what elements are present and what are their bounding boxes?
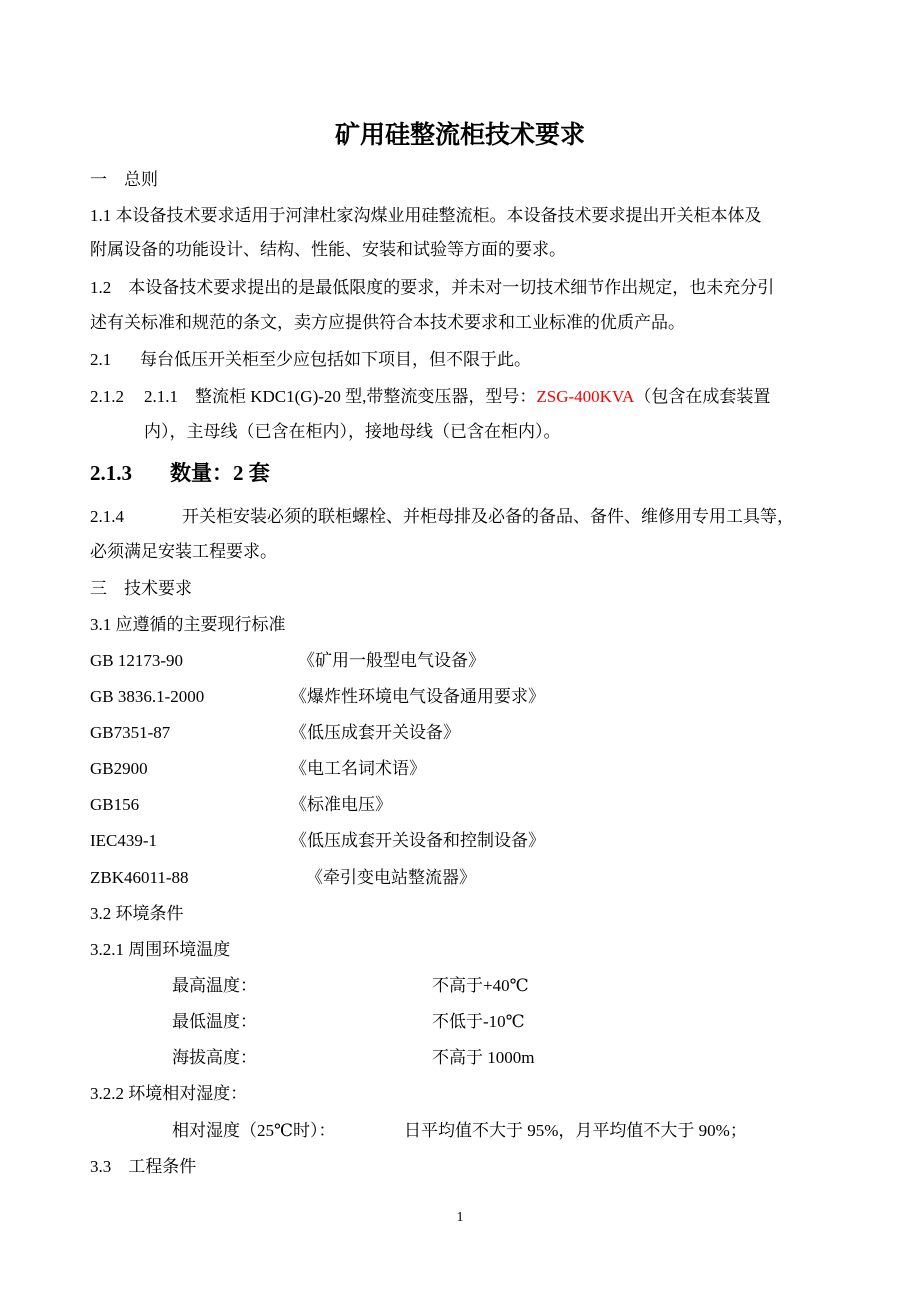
standard-code: GB2900 xyxy=(90,759,148,778)
standard-name: 《标准电压》 xyxy=(290,795,392,814)
para-2-1-2-number: 2.1.2 xyxy=(90,387,124,406)
para-2-1-2-line-2: 内），主母线（已含在柜内），接地母线（已含在柜内）。 xyxy=(144,422,561,441)
env-value: 不低于-10℃ xyxy=(432,1012,525,1031)
standard-name: 《矿用一般型电气设备》 xyxy=(298,651,485,670)
standard-name: 《低压成套开关设备和控制设备》 xyxy=(290,831,545,850)
para-2-1-2-post: （包含在成套装置 xyxy=(634,387,771,406)
standard-name: 《牵引变电站整流器》 xyxy=(306,868,476,887)
humidity-label: 相对湿度（25℃时）： xyxy=(172,1121,336,1140)
section-3-heading: 三 技术要求 xyxy=(90,579,192,598)
para-1-1-line-1: 1.1 本设备技术要求适用于河津杜家沟煤业用硅整流柜。本设备技术要求提出开关柜本体及 xyxy=(90,206,762,225)
standard-name: 《低压成套开关设备》 xyxy=(290,723,460,742)
env-label: 最高温度： xyxy=(172,976,257,995)
standard-code: ZBK46011-88 xyxy=(90,868,189,887)
para-2-1-4-line-1: 开关柜安装必须的联柜螺栓、并柜母排及必备的备品、备件、维修用专用工具等， xyxy=(182,507,794,526)
para-3-1: 3.1 应遵循的主要现行标准 xyxy=(90,615,286,634)
humidity-value: 日平均值不大于 95%，月平均值不大于 90%； xyxy=(404,1121,747,1140)
para-1-2-line-1: 1.2 本设备技术要求提出的是最低限度的要求，并未对一切技术细节作出规定，也未充分引 xyxy=(90,278,775,297)
para-2-1-2-pre: 2.1.1 整流柜 KDC1(G)-20 型,带整流变压器，型号： xyxy=(144,387,537,406)
standard-name: 《爆炸性环境电气设备通用要求》 xyxy=(290,687,545,706)
transformer-model: ZSG-400KVA xyxy=(536,387,635,406)
env-value: 不高于 1000m xyxy=(432,1048,535,1067)
para-2-1-2-line-1 xyxy=(144,387,770,407)
standard-code: GB7351-87 xyxy=(90,723,171,742)
para-2-1-3-number: 2.1.3 xyxy=(90,461,132,485)
para-3-2-2: 3.2.2 环境相对湿度： xyxy=(90,1084,248,1103)
env-value: 不高于+40℃ xyxy=(432,976,529,995)
para-3-2-1: 3.2.1 周围环境温度 xyxy=(90,940,231,959)
section-1-heading: 一 总则 xyxy=(90,170,158,189)
standard-code: GB156 xyxy=(90,795,140,814)
para-3-3: 3.3 工程条件 xyxy=(90,1157,197,1176)
standard-code: IEC439-1 xyxy=(90,831,158,850)
para-1-1-line-2: 附属设备的功能设计、结构、性能、安装和试验等方面的要求。 xyxy=(90,240,566,259)
para-2-1-4-line-2: 必须满足安装工程要求。 xyxy=(90,542,277,561)
env-label: 海拔高度： xyxy=(172,1048,257,1067)
standard-code: GB 3836.1-2000 xyxy=(90,687,205,706)
para-2-1-4-number: 2.1.4 xyxy=(90,507,124,526)
para-2-1-text: 每台低压开关柜至少应包括如下项目，但不限于此。 xyxy=(140,350,531,369)
page-number: 1 xyxy=(456,1210,464,1225)
env-label: 最低温度： xyxy=(172,1012,257,1031)
para-2-1-number: 2.1 xyxy=(90,350,112,369)
para-3-2: 3.2 环境条件 xyxy=(90,904,184,923)
quantity-text: 数量：2 套 xyxy=(170,461,270,485)
standard-name: 《电工名词术语》 xyxy=(290,759,426,778)
standard-code: GB 12173-90 xyxy=(90,651,184,670)
document-title: 矿用硅整流柜技术要求 xyxy=(334,122,585,149)
para-1-2-line-2: 述有关标准和规范的条文，卖方应提供符合本技术要求和工业标准的优质产品。 xyxy=(90,313,685,332)
